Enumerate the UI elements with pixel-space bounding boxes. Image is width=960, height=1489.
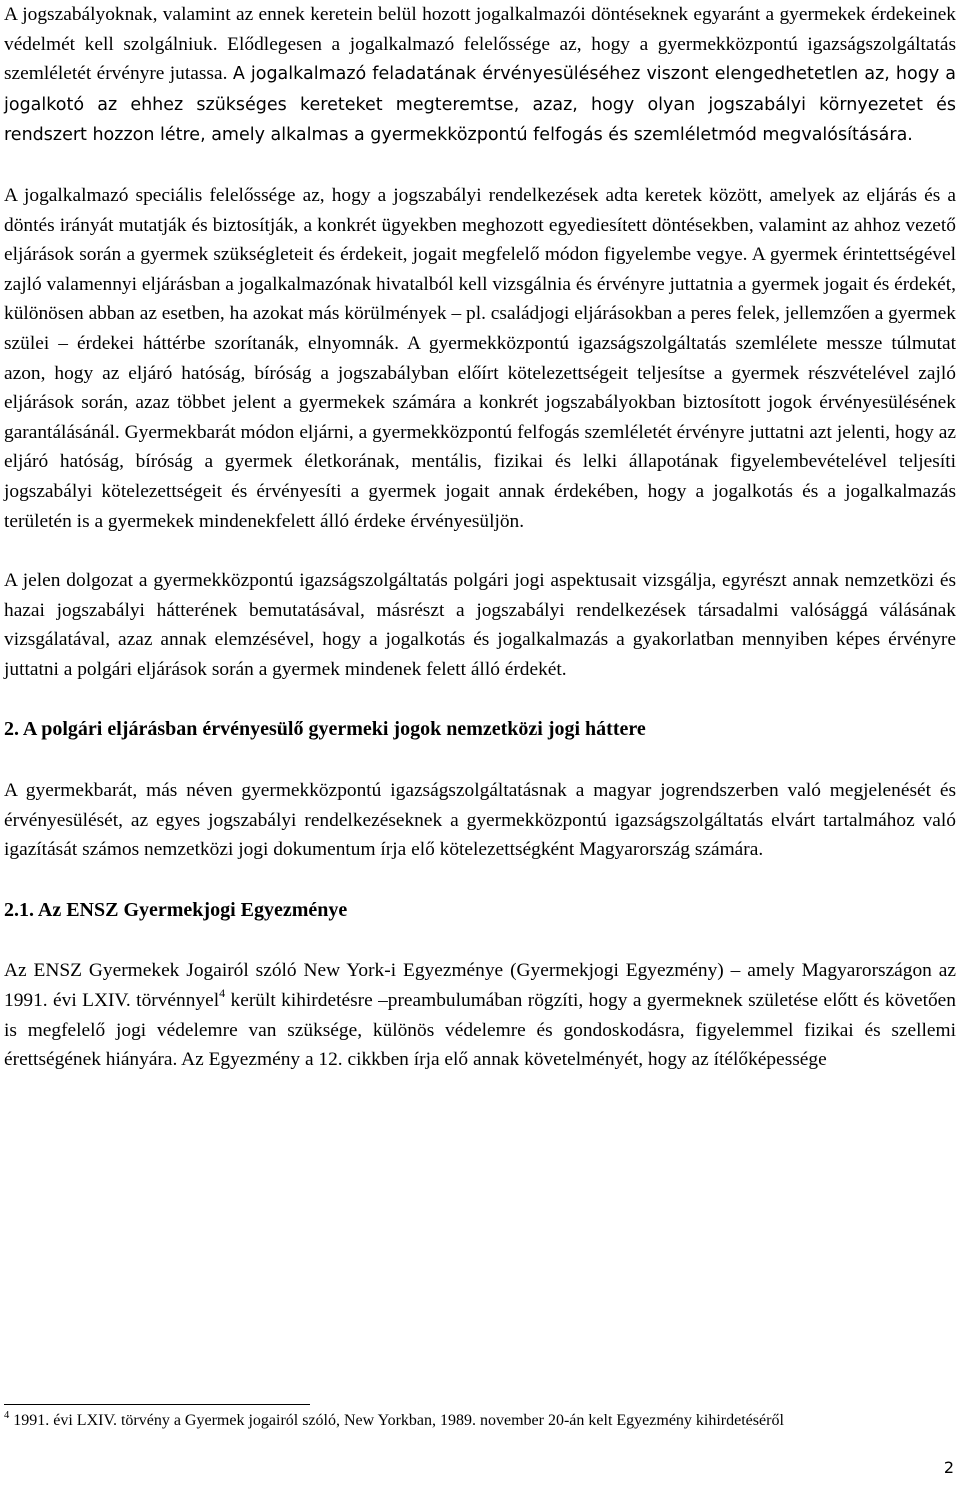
- footnote-number: 4: [4, 1410, 10, 1421]
- spacer: [4, 536, 956, 566]
- paragraph-1-part-a: A jogszabályoknak, valamint az ennek keretein belül hozott jogalkalmazói döntéseknek egyaránt a gyermekek érdekeinek védelmét kell szolgálniuk. Elődlegesen a jogalkalmazó felelőssége az, hogy a gyermekközpontú igazságszolgáltatás szemléletét érvényre jutassa.: [4, 4, 956, 85]
- spacer: [4, 925, 956, 956]
- section-heading-2-1: 2.1. Az ENSZ Gyermekjogi Egyezménye: [4, 898, 348, 921]
- footnote-text: 1991. évi LXIV. törvény a Gyermek jogairól szóló, New Yorkban, 1989. november 20-án kelt Egyezmény kihirdetéséről: [9, 1412, 784, 1429]
- paragraph-5-part-b: került kihirdetésre –preambulumában rögzíti, hogy a gyermeknek születése előtt és követően is megfelelő jogi védelemre van szüksége, különös védelemre és gondoskodásra, figyelemmel fizikai és szellemi érettségének hiányára. Az Egyezmény a 12. cikkben írja elő annak követelményét, hogy az ítélőképessége: [4, 990, 956, 1071]
- paragraph-1: [4, 0, 956, 151]
- paragraph-2: A jogalkalmazó speciális felelőssége az, hogy a jogszabályi rendelkezések adta keretek között, amelyek az eljárás és a döntés irányát mutatják és biztosítják, a konkrét ügyekben meghozott egyediesített döntésekben, valamint az ahhoz vezető eljárások során a gyermek szükségleteit és érdekeit, jogait megfelelő módon figyelembe vegye. A gyermek érintettségével zajló valamennyi eljárásban a jogalkalmazónak hivatalból kell vizsgálnia és érvényre juttatnia a gyermek jogait és érdekét, különösen abban az esetben, ha azokat más körülmények – pl. családjogi eljárásokban a peres felek, jellemzően a gyermek szülei – érdekei háttérbe szorítanák, elnyomnák. A gyermekközpontú igazságszolgáltatás szemlélete messze túlmutat azon, hogy az eljáró hatóság, bíróság a jogszabályban előírt kötelezettségeit teljesítse a gyermek részvételével zajló eljárások során, azaz többet jelent a gyermekek számára a konkrét jogszabályokban biztosított jogok érvényesülésének garantálásánál. Gyermekbarát módon eljárni, a gyermekközpontú felfogás szemléletét érvényre juttatni azt jelenti, hogy az eljáró hatóság, bíróság a gyermek életkorának, mentális, fizikai és lelki állapotának figyelembevételével teljesíti jogszabályi kötelezettségeit és érvényesíti a gyermek jogait annak érdekében, hogy a jogalkotás és a jogalkalmazás területén is a gyermekek mindenekfelett álló érdeke érvényesüljön.: [4, 184, 956, 532]
- footnote-separator: [4, 1404, 310, 1405]
- spacer: [4, 865, 956, 896]
- spacer: [4, 151, 956, 181]
- spacer: [4, 684, 956, 715]
- page-number: 2: [943, 1458, 954, 1477]
- paragraph-3: A jelen dolgozat a gyermekközpontú igazságszolgáltatás polgári jogi aspektusait vizsgálja, egyrészt annak nemzetközi és hazai jogszabályi hátterének bemutatásával, másrészt a jogszabályi rendelkezések társadalmi valósággá válásának vizsgálatával, azaz annak elemzésével, hogy a jogalkotás és jogalkalmazás a gyakorlatban mennyiben képes érvényre juttatni a polgári eljárások során a gyermek mindenek felett álló érdekét.: [4, 570, 956, 680]
- paragraph-5: [4, 956, 956, 1074]
- paragraph-1-part-b: A jogalkalmazó feladatának érvényesüléséhez viszont elengedhetetlen az, hogy a jogalkotó az ehhez szükséges kereteket megteremtse, azaz, hogy olyan jogszabályi környezetet és rendszert hozzon létre, amely alkalmas a gyermekközpontú felfogás és szemléletmód megvalósítására.: [4, 64, 956, 146]
- section-heading-2: 2. A polgári eljárásban érvényesülő gyermeki jogok nemzetközi jogi háttere: [4, 718, 646, 741]
- page-body: [4, 0, 956, 1075]
- spacer: [4, 745, 956, 776]
- footnote: [4, 1409, 956, 1432]
- paragraph-5-part-a: Az ENSZ Gyermekek Jogairól szóló New York-i Egyezménye (Gyermekjogi Egyezmény) – amely Magyarországon az 1991. évi LXIV. törvénnyel: [4, 960, 956, 1012]
- paragraph-4: A gyermekbarát, más néven gyermekközpontú igazságszolgáltatásnak a magyar jogrendszerben való megjelenését és érvényesülését, az egyes jogszabályi rendelkezéseknek a gyermekközpontú igazságszolgáltatás elvárt tartalmához való igazítását számos nemzetközi jogi dokumentum írja elő kötelezettségként Magyarország számára.: [4, 780, 956, 861]
- footnote-reference[interactable]: 4: [219, 986, 226, 1001]
